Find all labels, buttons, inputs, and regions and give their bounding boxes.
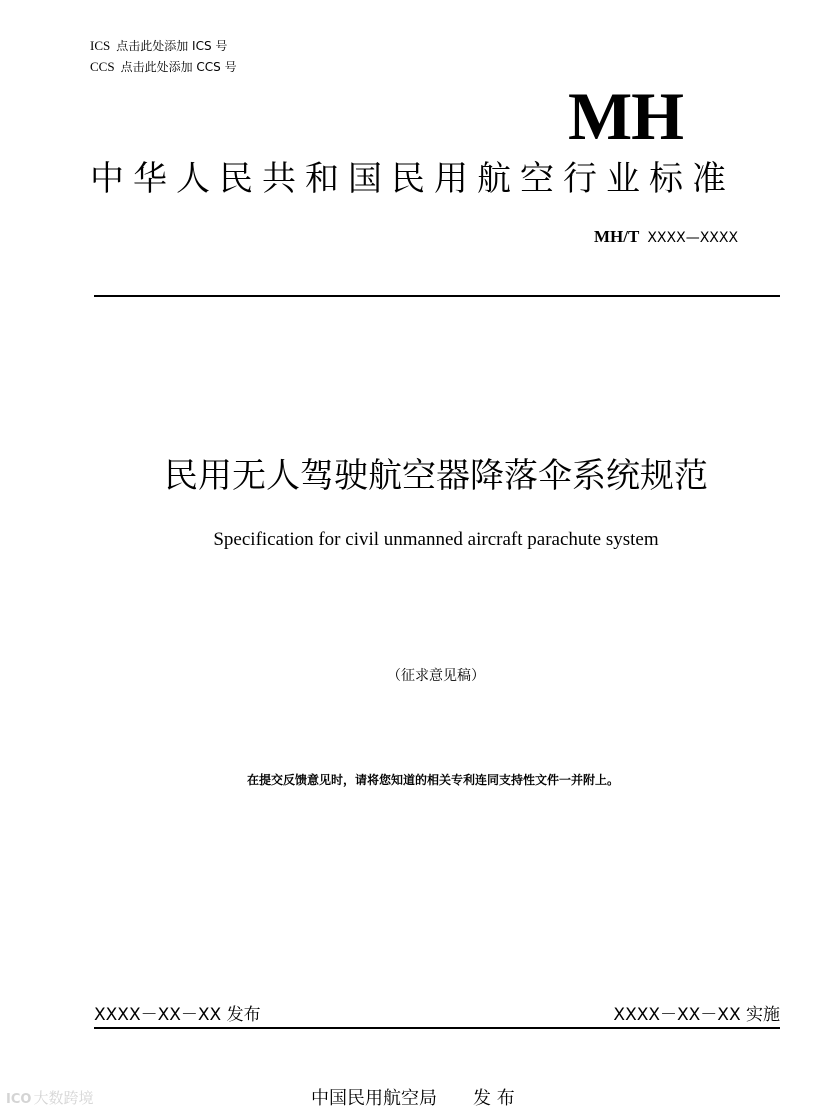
publisher [311,1086,515,1112]
ccs-placeholder[interactable]: 点击此处添加 CCS 号 [120,60,237,74]
mh-logo: MH [568,78,684,154]
publisher-name: 中国民用航空局 [311,1088,437,1109]
ics-line [90,38,227,54]
watermark [6,1087,93,1111]
org-title: 中华人民共和国民用航空行业标准 [90,159,735,199]
ccs-code: CCS [90,59,115,74]
patent-notice: 在提交反馈意见时，请将您知道的相关专利连同支持性文件一并附上。 [246,773,619,787]
implement-date: XXXX－XX－XX 实施 [613,1005,780,1025]
document-title-en: Specification for civil unmanned aircraft parachute system [213,529,659,550]
publisher-action: 发 布 [473,1088,515,1109]
bottom-rule [94,1027,780,1029]
standard-number [594,227,738,247]
watermark-text: 大数跨境 [33,1089,94,1107]
ics-code: ICS [90,38,111,53]
ccs-line [90,59,237,75]
standard-number-value: XXXX—XXXX [647,230,739,246]
draft-status: （征求意见稿） [387,668,485,684]
top-rule [94,295,780,297]
standard-prefix: MH/T [594,227,640,246]
document-title-cn: 民用无人驾驶航空器降落伞系统规范 [164,456,708,496]
issue-date: XXXX－XX－XX 发布 [94,1005,261,1025]
watermark-logo-icon: ICO [6,1092,32,1107]
ics-placeholder[interactable]: 点击此处添加 ICS 号 [116,39,228,53]
